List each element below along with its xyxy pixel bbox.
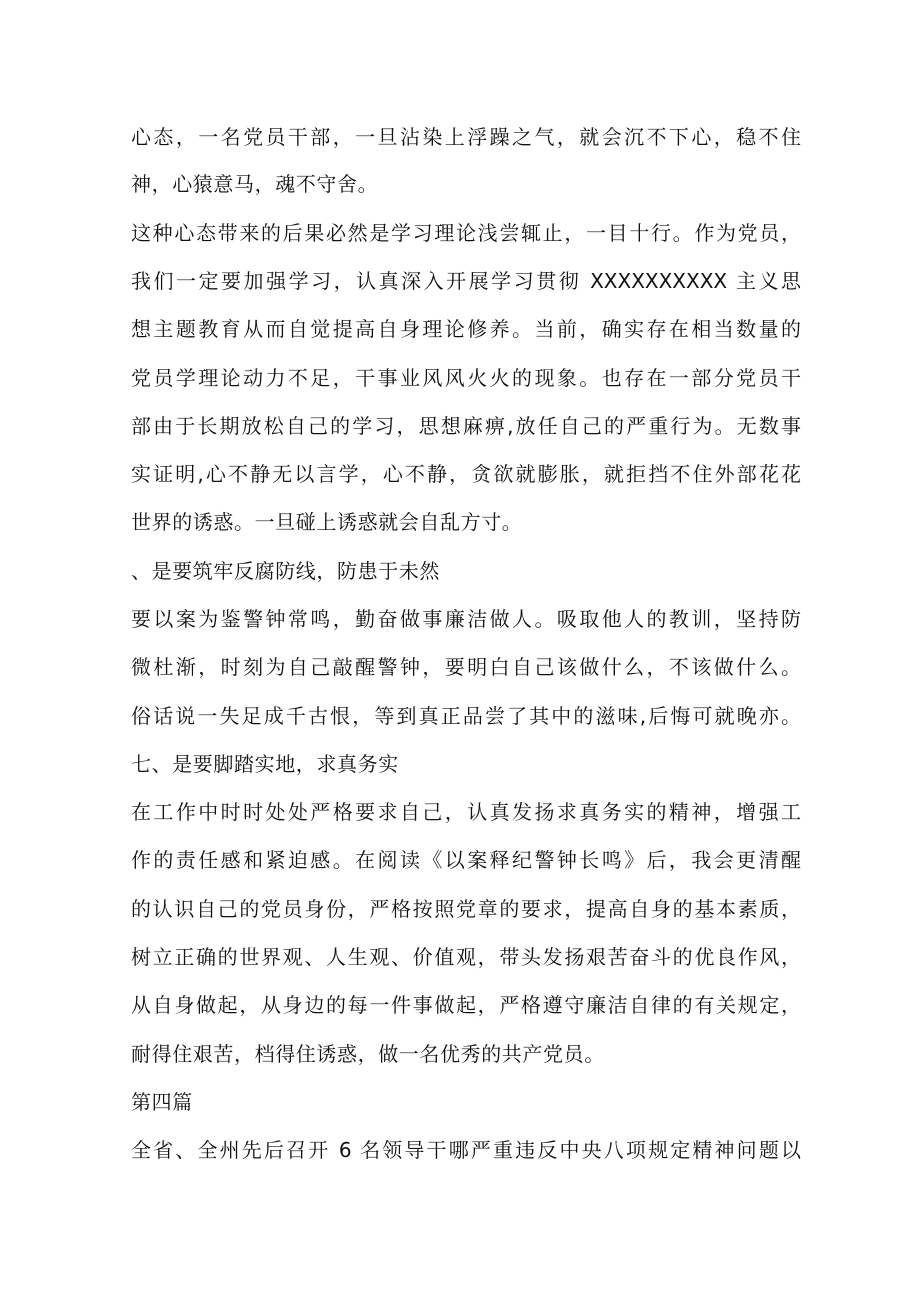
paragraph-line: 树立正确的世界观、人生观、价值观，带头发扬艰苦奋斗的优良作风，	[131, 945, 801, 969]
paragraph-line: 实证明,心不静无以言学，心不静，贪欲就膨胀，就拒挡不住外部花花	[131, 462, 801, 486]
paragraph-line: 俗话说一失足成千古恨，等到真正品尝了其中的滋味,后悔可就晚亦。	[131, 704, 801, 728]
section-heading: 、是要筑牢反腐防线，防患于未然	[131, 559, 440, 583]
paragraph-line: 心态，一名党员干部，一旦沾染上浮躁之气，就会沉不下心，稳不住	[131, 125, 801, 149]
paragraph-line: 这种心态带来的后果必然是学习理论浅尝辄止，一目十行。作为党员，	[131, 221, 801, 245]
section-heading: 第四篇	[131, 1090, 193, 1114]
paragraph-line: 的认识自己的党员身份，严格按照党章的要求，提高自身的基本素质，	[131, 897, 801, 921]
section-heading: 七、是要脚踏实地，求真务实	[131, 752, 399, 776]
paragraph-line: 微杜渐，时刻为自己敲醒警钟，要明白自己该做什么，不该做什么。	[131, 655, 801, 679]
paragraph-line: 耐得住艰苦，档得住诱惑，做一名优秀的共产党员。	[131, 1042, 605, 1066]
paragraph-line: 神，心猿意马，魂不守舍。	[131, 172, 379, 196]
paragraph-line: 想主题教育从而自觉提高自身理论修养。当前，确实存在相当数量的	[131, 317, 801, 341]
paragraph-line: 部由于长期放松自己的学习，思想麻痹,放任自己的严重行为。无数事	[131, 414, 801, 438]
paragraph-line: 全省、全州先后召开 6 名领导干哪严重违反中央八项规定精神问题以	[131, 1138, 801, 1162]
paragraph-line: 我们一定要加强学习，认真深入开展学习贯彻 XXXXXXXXXX 主义思	[131, 269, 801, 293]
paragraph-line: 从自身做起，从身边的每一件事做起，严格遵守廉洁自律的有关规定，	[131, 993, 801, 1017]
paragraph-line: 在工作中时时处处严格要求自己，认真发扬求真务实的精神，增强工	[131, 800, 801, 824]
paragraph-line: 世界的诱惑。一旦碰上诱惑就会自乱方寸。	[131, 510, 523, 534]
paragraph-line: 要以案为鉴警钟常鸣，勤奋做事廉洁做人。吸取他人的教训，坚持防	[131, 607, 801, 631]
paragraph-line: 作的责任感和紧迫感。在阅读《以案释纪警钟长鸣》后，我会更清醒	[131, 848, 801, 872]
paragraph-line: 党员学理论动力不足，干事业风风火火的现象。也存在一部分党员干	[131, 366, 801, 390]
